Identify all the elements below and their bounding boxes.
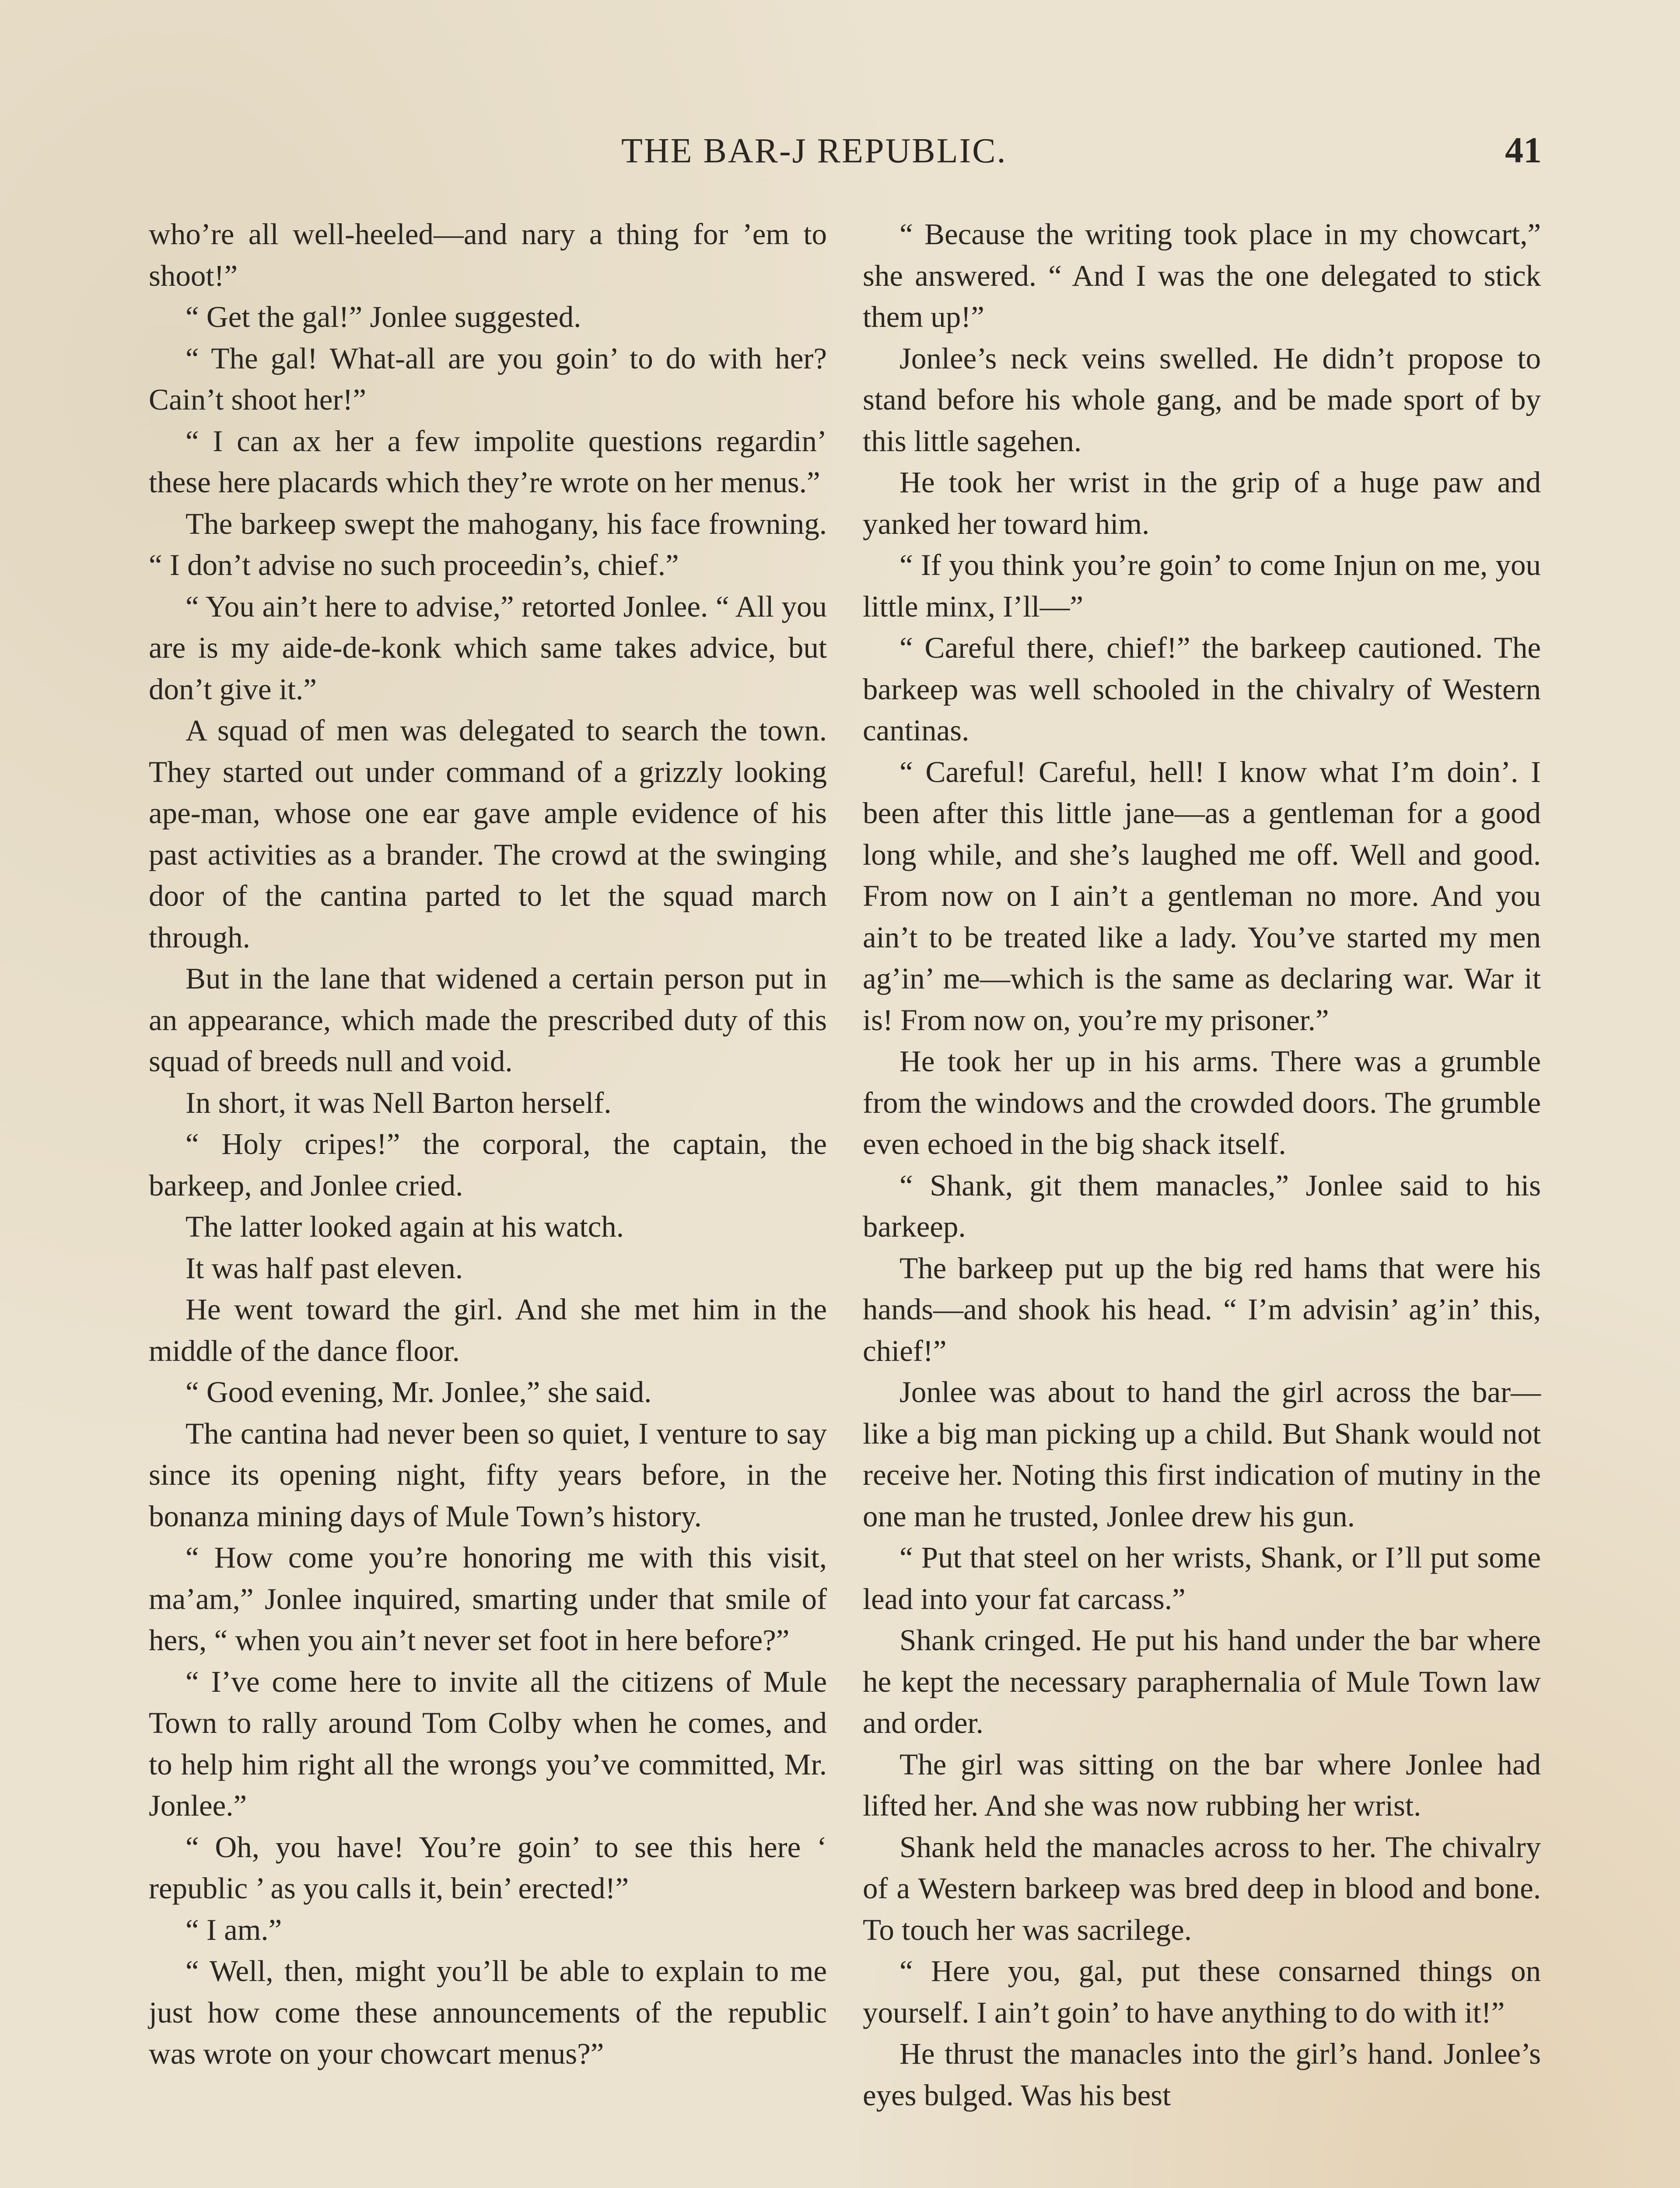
paragraph: “ I am.” bbox=[186, 1913, 282, 1946]
paragraph: The latter looked again at his watch. bbox=[186, 1210, 624, 1243]
page-number: 41 bbox=[1505, 130, 1542, 171]
paragraph: “ Shank, git them manacles,” Jonlee said to his barkeep. bbox=[863, 1168, 1541, 1243]
paragraph: The barkeep swept the mahogany, his face frowning. “ I don’t advise no such proceedin’s, chief.” bbox=[149, 507, 827, 582]
paragraph: He took her wrist in the grip of a huge paw and yanked her toward him. bbox=[863, 466, 1541, 540]
paragraph: “ I can ax her a few impolite questions regardin’ these here placards which they’re wrote on her menus.” bbox=[149, 424, 827, 499]
paragraph: Jonlee’s neck veins swelled. He didn’t propose to stand before his whole gang, and be made sport of by this little sagehen. bbox=[863, 341, 1541, 458]
paragraph: Shank held the manacles across to her. The chivalry of a Western barkeep was bred deep in blood and bone. To touch her was sacrilege. bbox=[863, 1830, 1541, 1946]
paragraph: He took her up in his arms. There was a grumble from the windows and the crowded doors. The grumble even echoed in the big shack itself. bbox=[863, 1045, 1541, 1161]
running-head: THE BAR-J REPUBLIC. bbox=[621, 132, 1007, 170]
paragraph: It was half past eleven. bbox=[186, 1251, 463, 1285]
paragraph: “ Good evening, Mr. Jonlee,” she said. bbox=[186, 1375, 652, 1409]
paragraph: “ You ain’t here to advise,” retorted Jonlee. “ All you are is my aide-de-konk which same takes advice, but don’t give it.” bbox=[149, 589, 827, 706]
paragraph: “ Holy cripes!” the corporal, the captain, the barkeep, and Jonlee cried. bbox=[149, 1127, 827, 1202]
paragraph: “ Careful! Careful, hell! I know what I’m doin’. I been after this little jane—as a gentleman for a good long while, and she’s laughed me off. Well and good. From now on I ain’t a gentleman no more. And you ain’t to be treated like a lady. You’ve started my men ag’in’ me—which is the same as declaring war. War it is! From now on, you’re my prisoner.” bbox=[863, 755, 1541, 1037]
paragraph: But in the lane that widened a certain person put in an appearance, which made the prescribed duty of this squad of breeds null and void. bbox=[149, 962, 827, 1078]
paragraph: He went toward the girl. And she met him in the middle of the dance floor. bbox=[149, 1293, 827, 1368]
paragraph: “ If you think you’re goin’ to come Injun on me, you little minx, I’ll—” bbox=[863, 548, 1541, 623]
paragraph: Shank cringed. He put his hand under the bar where he kept the necessary paraphernalia of Mule Town law and order. bbox=[863, 1623, 1541, 1739]
right-column bbox=[863, 214, 1541, 2116]
paragraph: The cantina had never been so quiet, I venture to say since its opening night, fifty years before, in the bonanza mining days of Mule Town’s history. bbox=[149, 1417, 827, 1533]
paragraph: The barkeep put up the big red hams that were his hands—and shook his head. “ I’m advisin’ ag’in’ this, chief!” bbox=[863, 1251, 1541, 1368]
paragraph: In short, it was Nell Barton herself. bbox=[186, 1086, 612, 1119]
paragraph: Jonlee was about to hand the girl across the bar—like a big man picking up a child. But Shank would not receive her. Noting this first indication of mutiny in the one man he trusted, Jonlee drew his gun. bbox=[863, 1375, 1541, 1533]
paragraph: “ Put that steel on her wrists, Shank, or I’ll put some lead into your fat carcass.” bbox=[863, 1541, 1541, 1616]
paragraph: who’re all well-heeled—and nary a thing for ’em to shoot!” bbox=[149, 217, 827, 292]
paragraph: “ How come you’re honoring me with this visit, ma’am,” Jonlee inquired, smarting under that smile of hers, “ when you ain’t never set foot in here before?” bbox=[149, 1541, 827, 1657]
paragraph: “ Here you, gal, put these consarned things on yourself. I ain’t goin’ to have anything to do with it!” bbox=[863, 1954, 1541, 2029]
paragraph: “ Oh, you have! You’re goin’ to see this here ‘ republic ’ as you calls it, bein’ erected!” bbox=[149, 1830, 827, 1905]
paragraph: “ I’ve come here to invite all the citizens of Mule Town to rally around Tom Colby when he comes, and to help him right all the wrongs you’ve committed, Mr. Jonlee.” bbox=[149, 1665, 827, 1822]
paragraph: The girl was sitting on the bar where Jonlee had lifted her. And she was now rubbing her wrist. bbox=[863, 1747, 1541, 1822]
left-column bbox=[149, 214, 827, 2075]
paragraph: He thrust the manacles into the girl’s hand. Jonlee’s eyes bulged. Was his best bbox=[863, 2037, 1541, 2112]
paragraph: “ Careful there, chief!” the barkeep cautioned. The barkeep was well schooled in the chivalry of Western cantinas. bbox=[863, 631, 1541, 747]
paragraph: “ Get the gal!” Jonlee suggested. bbox=[186, 300, 581, 333]
paragraph: “ Because the writing took place in my chowcart,” she answered. “ And I was the one delegated to stick them up!” bbox=[863, 217, 1541, 333]
paragraph: “ Well, then, might you’ll be able to explain to me just how come these announcements of the republic was wrote on your chowcart menus?” bbox=[149, 1954, 827, 2070]
paragraph: “ The gal! What-all are you goin’ to do with her? Cain’t shoot her!” bbox=[149, 341, 827, 416]
paragraph: A squad of men was delegated to search the town. They started out under command of a grizzly looking ape-man, whose one ear gave ample evidence of his past activities as a brander. The crowd at the swinging door of the cantina parted to let the squad march through. bbox=[149, 714, 827, 954]
